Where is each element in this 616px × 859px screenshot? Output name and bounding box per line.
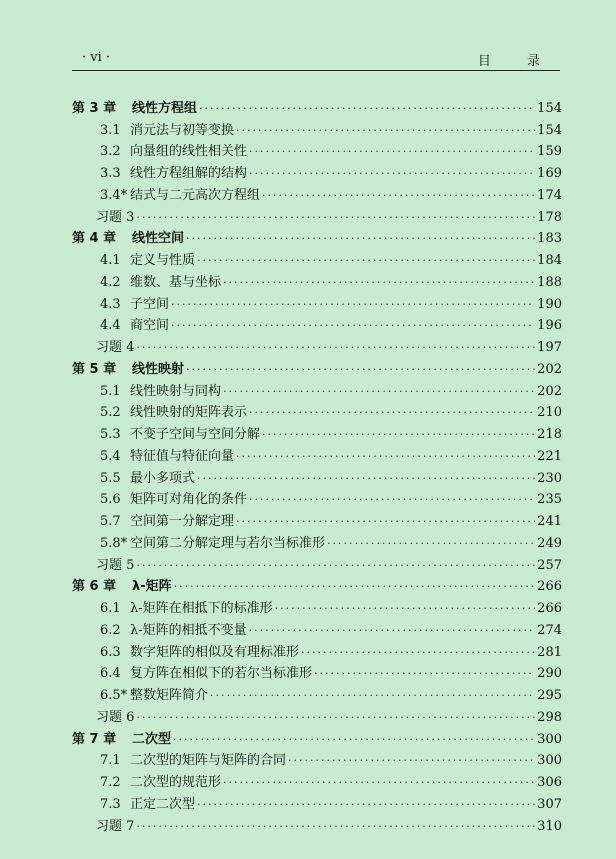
dot-leader — [136, 711, 535, 725]
dot-leader — [199, 102, 535, 116]
toc-section-row — [72, 138, 562, 160]
toc-entry-number: 4.2 — [100, 274, 121, 290]
toc-section-row — [72, 181, 562, 203]
toc-entry-page: 210 — [537, 405, 562, 421]
toc-entry-page: 184 — [537, 253, 562, 268]
toc-entry-page: 188 — [537, 274, 562, 290]
toc-exercise-row — [72, 333, 562, 355]
toc-entry-title: 商空间 — [130, 318, 170, 334]
dot-leader — [223, 276, 535, 290]
toc-entry-title: 空间第二分解定理与若尔当标准形 — [130, 535, 326, 551]
toc-entry-page: 196 — [537, 318, 562, 334]
toc-entry-title: λ-矩阵的相抵不变量 — [130, 622, 247, 638]
toc-entry-title: 习题 7 — [96, 818, 135, 834]
toc-entry-page: 300 — [537, 753, 562, 769]
toc-entry-page: 241 — [537, 514, 562, 529]
toc-section-row — [72, 377, 562, 399]
toc-entry-title: 二次型的矩阵与矩阵的合同 — [130, 753, 287, 769]
toc-entry-number: 第 3 章 — [72, 100, 117, 116]
toc-entry-title: 习题 6 — [96, 709, 135, 725]
toc-entry-title: 线性空间 — [132, 231, 185, 247]
toc-entry-page: 197 — [537, 340, 562, 355]
toc-entry-title: 定义与性质 — [130, 253, 196, 268]
toc-section-row — [72, 660, 562, 682]
toc-entry-number: 6.3 — [100, 644, 121, 660]
toc-entry-number: 5.6 — [100, 492, 121, 508]
toc-entry-page: 310 — [537, 818, 562, 834]
page-number: · vi · — [82, 50, 111, 65]
toc-section-row — [72, 747, 562, 769]
toc-entry-title: 消元法与初等变换 — [130, 122, 235, 138]
section-title: 目 录 — [477, 54, 556, 69]
toc-entry-page: 202 — [537, 383, 562, 399]
toc-entry-page: 154 — [537, 100, 562, 116]
toc-entry-title: 结式与二元高次方程组 — [130, 187, 261, 203]
dot-leader — [236, 124, 535, 138]
toc-entry-page: 169 — [537, 166, 562, 181]
toc-entry-number: 5.8* — [100, 535, 128, 551]
toc-entry-title: 二次型 — [132, 731, 172, 747]
toc-entry-title: 空间第一分解定理 — [130, 514, 235, 529]
toc-entry-page: 274 — [537, 622, 562, 638]
toc-entry-page: 298 — [537, 709, 562, 725]
dot-leader — [136, 211, 535, 225]
toc-entry-number: 6.5* — [100, 688, 128, 703]
dot-leader — [249, 406, 535, 420]
toc-entry-title: 习题 5 — [96, 557, 135, 573]
toc-entry-number: 6.4 — [100, 666, 121, 682]
toc-entry-number: 5.1 — [100, 383, 121, 399]
toc-entry-number: 6.2 — [100, 622, 121, 638]
dot-leader — [136, 559, 535, 573]
dot-leader — [236, 515, 535, 529]
toc-entry-page: 202 — [537, 361, 562, 377]
toc-entry-number: 5.5 — [100, 470, 121, 486]
toc-entry-number: 第 7 章 — [72, 731, 117, 747]
dot-leader — [197, 254, 535, 268]
toc-entry-title: 线性方程组 — [132, 100, 198, 116]
toc-entry-page: 178 — [537, 209, 562, 225]
toc-entry-page: 183 — [537, 231, 562, 247]
dot-leader — [171, 319, 535, 333]
toc-exercise-row — [72, 812, 562, 834]
dot-leader — [249, 624, 536, 638]
dot-leader — [262, 189, 535, 203]
toc-entry-number: 5.4 — [100, 448, 121, 464]
dot-leader — [314, 667, 535, 681]
toc-chapter-row — [72, 94, 562, 116]
dot-leader — [174, 580, 536, 594]
toc-entry-number: 3.3 — [100, 166, 121, 181]
dot-leader — [262, 428, 535, 442]
toc-section-row — [72, 529, 562, 551]
toc-entry-number: 第 6 章 — [72, 579, 117, 595]
toc-section-row — [72, 681, 562, 703]
toc-exercise-row — [72, 203, 562, 225]
toc-section-row — [72, 790, 562, 812]
toc-section-row — [72, 312, 562, 334]
dot-leader — [249, 493, 535, 507]
dot-leader — [210, 689, 535, 703]
toc-section-row — [72, 594, 562, 616]
toc-entry-page: 306 — [537, 775, 562, 790]
toc-entry-title: 线性方程组解的结构 — [130, 166, 248, 181]
toc-section-row — [72, 486, 562, 508]
toc-section-row — [72, 399, 562, 421]
toc-entry-number: 第 5 章 — [72, 361, 117, 377]
toc-entry-number: 7.2 — [100, 775, 121, 790]
dot-leader — [275, 602, 536, 616]
dot-leader — [249, 167, 535, 181]
toc-entry-title: 复方阵在相似下的若尔当标准形 — [130, 666, 313, 682]
page-header — [72, 48, 560, 71]
toc-chapter-row — [72, 573, 562, 595]
toc-entry-title: 特征值与特征向量 — [130, 448, 235, 464]
toc-entry-number: 7.3 — [100, 796, 121, 812]
dot-leader — [223, 776, 535, 790]
toc-entry-number: 5.7 — [100, 514, 121, 529]
toc-section-row — [72, 464, 562, 486]
toc-entry-title: 不变子空间与空间分解 — [130, 427, 261, 442]
toc-chapter-row — [72, 225, 562, 247]
dot-leader — [197, 472, 535, 486]
toc-entry-page: 221 — [537, 448, 562, 464]
toc-entry-page: 266 — [537, 601, 562, 616]
toc-entry-title: 子空间 — [130, 296, 170, 312]
dot-leader — [171, 298, 535, 312]
toc-entry-title: 数字矩阵的相似及有理标准形 — [130, 644, 300, 660]
toc-entry-title: 线性映射与同构 — [130, 383, 222, 399]
dot-leader — [173, 733, 535, 747]
toc-entry-number: 3.2 — [100, 144, 121, 160]
toc-entry-title: λ-矩阵 — [132, 579, 172, 595]
toc-entry-title: 线性映射的矩阵表示 — [130, 405, 248, 421]
dot-leader — [186, 232, 535, 246]
toc-entry-number: 第 4 章 — [72, 231, 117, 247]
toc-entry-number: 5.2 — [100, 405, 121, 421]
toc-entry-page: 290 — [537, 666, 562, 682]
toc-entry-title: 习题 4 — [96, 340, 135, 355]
toc-entry-page: 300 — [537, 731, 562, 747]
dot-leader — [288, 754, 535, 768]
toc-entry-title: 习题 3 — [96, 209, 135, 225]
dot-leader — [223, 385, 535, 399]
toc-entry-title: 最小多项式 — [130, 470, 196, 486]
toc-entry-page: 307 — [537, 796, 562, 812]
toc-entry-title: 矩阵可对角化的条件 — [130, 492, 248, 508]
toc-entry-title: 线性映射 — [132, 361, 185, 377]
toc-entry-title: 向量组的线性相关性 — [130, 144, 248, 160]
toc-entry-number: 4.4 — [100, 318, 121, 334]
toc-entry-title: 维数、基与坐标 — [130, 274, 222, 290]
toc-entry-number: 3.1 — [100, 122, 121, 138]
toc-entry-page: 235 — [537, 492, 562, 508]
dot-leader — [197, 798, 535, 812]
toc-section-row — [72, 638, 562, 660]
dot-leader — [136, 820, 535, 834]
dot-leader — [249, 145, 535, 159]
toc-entry-number: 4.1 — [100, 253, 121, 268]
toc-entry-title: 正定二次型 — [130, 796, 196, 812]
toc-section-row — [72, 616, 562, 638]
toc-chapter-row — [72, 725, 562, 747]
toc-section-row — [72, 159, 562, 181]
toc-entry-page: 174 — [537, 187, 562, 203]
dot-leader — [301, 646, 535, 660]
toc-section-row — [72, 442, 562, 464]
toc-entry-title: λ-矩阵在相抵下的标准形 — [130, 601, 273, 616]
toc-entry-page: 159 — [537, 144, 562, 160]
toc-entry-number: 6.1 — [100, 601, 121, 616]
toc-entry-number: 4.3 — [100, 296, 121, 312]
dot-leader — [136, 341, 535, 355]
toc-section-row — [72, 246, 562, 268]
toc-exercise-row — [72, 703, 562, 725]
toc-exercise-row — [72, 551, 562, 573]
dot-leader — [186, 363, 535, 377]
toc-entry-title: 整数矩阵简介 — [130, 688, 209, 703]
toc-entry-title: 二次型的规范形 — [130, 775, 222, 790]
dot-leader — [236, 450, 535, 464]
toc-section-row — [72, 268, 562, 290]
toc-entry-page: 266 — [537, 579, 562, 595]
toc-entry-page: 257 — [537, 557, 562, 573]
table-of-contents — [72, 94, 562, 834]
toc-entry-page: 190 — [537, 296, 562, 312]
toc-entry-page: 218 — [537, 427, 562, 442]
toc-entry-page: 295 — [537, 688, 562, 703]
toc-section-row — [72, 507, 562, 529]
dot-leader — [327, 537, 535, 551]
toc-entry-number: 5.3 — [100, 427, 121, 442]
toc-section-row — [72, 768, 562, 790]
toc-section-row — [72, 420, 562, 442]
toc-entry-number: 3.4* — [100, 187, 128, 203]
toc-section-row — [72, 116, 562, 138]
toc-section-row — [72, 290, 562, 312]
toc-entry-page: 281 — [537, 644, 562, 660]
toc-entry-page: 154 — [537, 122, 562, 138]
toc-entry-number: 7.1 — [100, 753, 121, 769]
toc-chapter-row — [72, 355, 562, 377]
toc-entry-page: 230 — [537, 470, 562, 486]
toc-entry-page: 249 — [537, 535, 562, 551]
